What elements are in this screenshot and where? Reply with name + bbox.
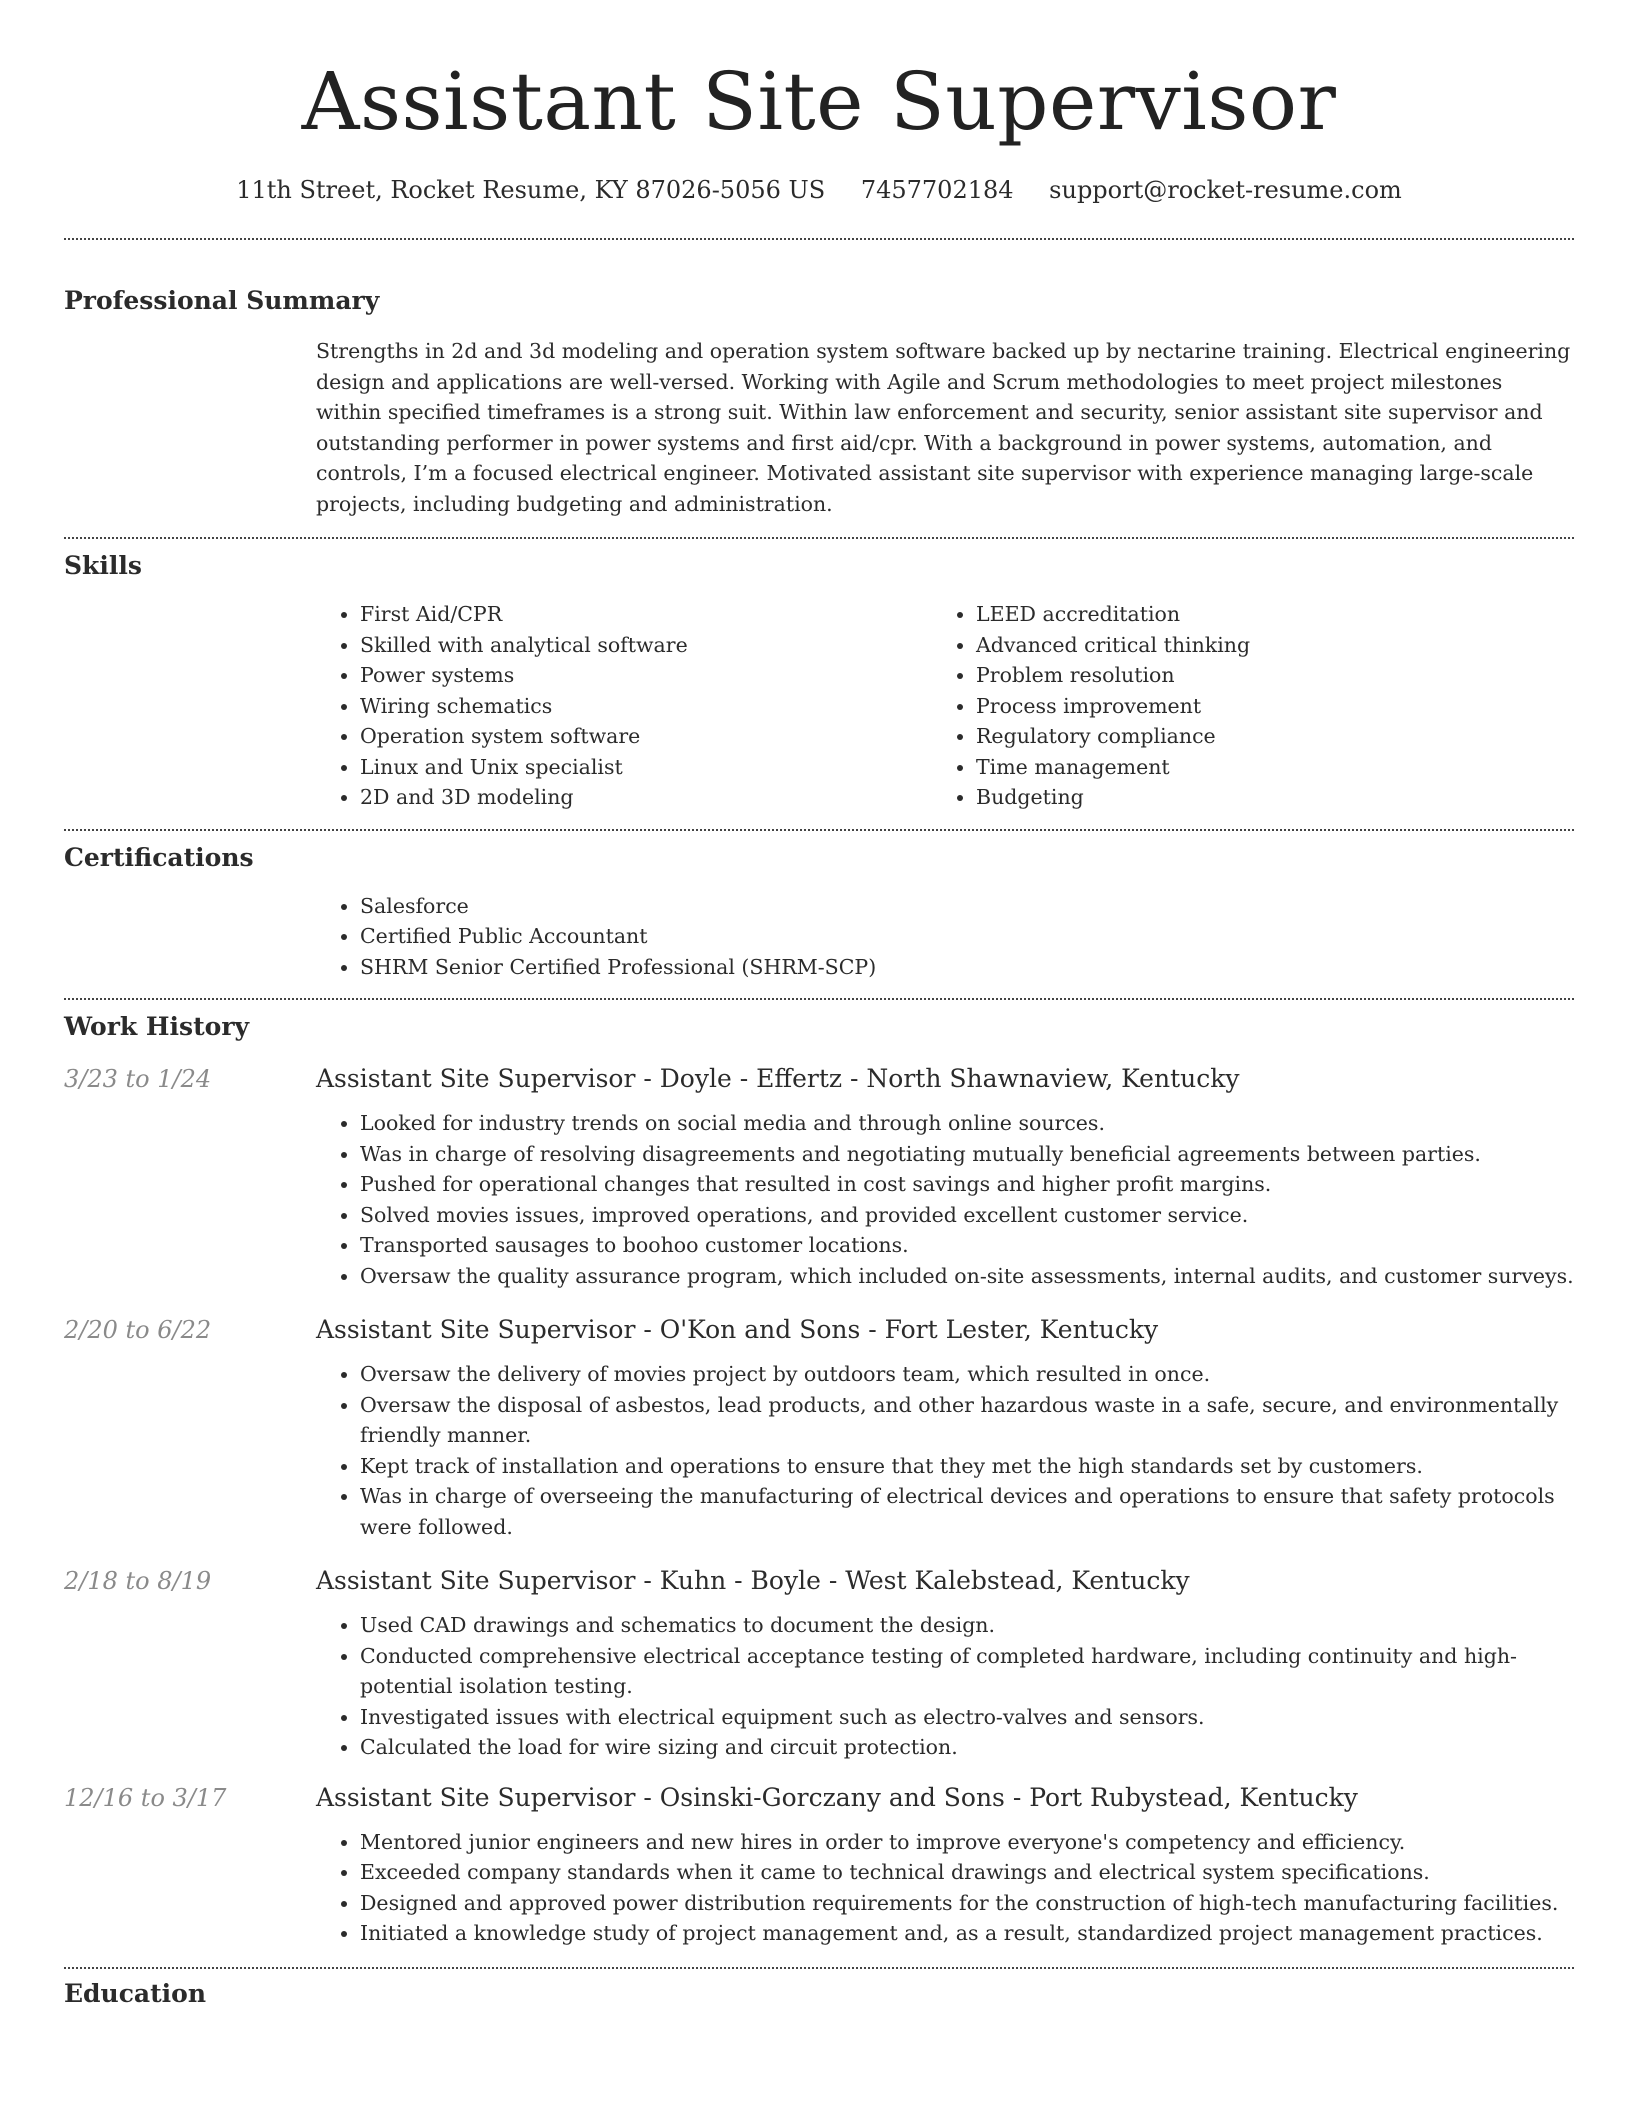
job-dates: 3/23 to 1/24: [64, 1065, 212, 1093]
candidate-name: Assistant Site Supervisor: [301, 55, 1337, 148]
job-bullet: • Pushed for operational changes that resulted in cost savings and higher profit margins.: [360, 1169, 1574, 1200]
skills-list-left: [316, 599, 932, 813]
certifications-section: [64, 831, 1574, 983]
skill-item: • First Aid/CPR: [360, 599, 932, 630]
job-bullets: [316, 1827, 1574, 1949]
skill-item: • Linux and Unix specialist: [360, 752, 932, 783]
skills-section: [64, 539, 1574, 813]
contact-email: support@rocket-resume.com: [1049, 176, 1402, 204]
certifications-list: [316, 891, 1574, 983]
job-bullet: • Calculated the load for wire sizing and circuit protection.: [360, 1732, 1574, 1763]
job-bullet: • Exceeded company standards when it came to technical drawings and electrical system specifications.: [360, 1857, 1574, 1888]
contact-phone: 7457702184: [860, 176, 1014, 204]
job-bullet: • Solved movies issues, improved operations, and provided excellent customer service.: [360, 1200, 1574, 1231]
job-bullet: • Transported sausages to boohoo customer locations.: [360, 1230, 1574, 1261]
skill-item: • Time management: [976, 752, 1548, 783]
skill-item: • Advanced critical thinking: [976, 630, 1548, 661]
skill-item: • Wiring schematics: [360, 691, 932, 722]
job-bullet: • Used CAD drawings and schematics to document the design.: [360, 1610, 1574, 1641]
job-bullet: • Oversaw the quality assurance program, which included on-site assessments, internal audits, and customer surveys.: [360, 1261, 1574, 1292]
summary-title: Professional Summary: [64, 286, 380, 315]
job-entry: [64, 1313, 1574, 1542]
job-bullet: • Was in charge of resolving disagreements and negotiating mutually beneficial agreements between parties.: [360, 1139, 1574, 1170]
job-title: Assistant Site Supervisor - Kuhn - Boyle - West Kalebstead, Kentucky: [316, 1566, 1190, 1595]
certification-item: • Certified Public Accountant: [360, 921, 1574, 952]
resume-page: [64, 0, 1574, 2112]
job-bullet: • Oversaw the delivery of movies project by outdoors team, which resulted in once.: [360, 1359, 1574, 1390]
job-bullet: • Looked for industry trends on social media and through online sources.: [360, 1108, 1574, 1139]
skill-item: • Process improvement: [976, 691, 1548, 722]
job-title: Assistant Site Supervisor - Doyle - Effertz - North Shawnaview, Kentucky: [316, 1064, 1240, 1093]
job-bullet: • Conducted comprehensive electrical acceptance testing of completed hardware, including continuity and high-potential isolation testing.: [360, 1641, 1574, 1702]
skills-grid: [316, 599, 1574, 813]
job-entry: [64, 1564, 1574, 1763]
work-history-title: Work History: [64, 1012, 250, 1041]
skills-title: Skills: [64, 551, 142, 580]
skill-item: • 2D and 3D modeling: [360, 782, 932, 813]
summary-text: Strengths in 2d and 3d modeling and operation system software backed up by nectarine training. Electrical engineering design and applications are well-versed. Working with Agile and Scrum methodologies to meet project milestones within specified timeframes is a strong suit. Within law enforcement and security, senior assistant site supervisor and outstanding performer in power systems and first aid/cpr. With a background in power systems, automation, and controls, I’m a focused electrical engineer. Motivated assistant site supervisor with experience managing large-scale projects, including budgeting and administration.: [316, 339, 1571, 516]
job-entry: [64, 1062, 1574, 1291]
job-bullet: • Mentored junior engineers and new hires in order to improve everyone's competency and efficiency.: [360, 1827, 1574, 1858]
skills-list-right: [932, 599, 1548, 813]
job-details: [316, 1564, 1574, 1763]
job-dates: 2/20 to 6/22: [64, 1316, 212, 1344]
skill-item: • Budgeting: [976, 782, 1548, 813]
contact-address: 11th Street, Rocket Resume, KY 87026-5056 US: [236, 176, 826, 204]
job-details: [316, 1062, 1574, 1291]
job-title: Assistant Site Supervisor - Osinski-Gorczany and Sons - Port Rubystead, Kentucky: [316, 1782, 1358, 1812]
job-bullets: [316, 1610, 1574, 1763]
job-bullets: [316, 1359, 1574, 1542]
summary-section: [64, 240, 1574, 519]
job-entry: [64, 1781, 1574, 1949]
job-title: Assistant Site Supervisor - O'Kon and Sons - Fort Lester, Kentucky: [316, 1315, 1159, 1344]
resume-header: [64, 0, 1574, 208]
job-bullets: [316, 1108, 1574, 1291]
job-dates: 12/16 to 3/17: [64, 1783, 227, 1812]
certification-item: • Salesforce: [360, 891, 1574, 922]
contact-line: [64, 172, 1574, 208]
job-bullet: • Investigated issues with electrical equipment such as electro-valves and sensors.: [360, 1702, 1574, 1733]
skill-item: • Skilled with analytical software: [360, 630, 932, 661]
work-history-section: [64, 1000, 1574, 1949]
job-details: [316, 1313, 1574, 1542]
skill-item: • Problem resolution: [976, 660, 1548, 691]
education-section: [64, 1969, 1574, 2011]
education-title: Education: [64, 1978, 207, 2008]
job-details: [316, 1781, 1574, 1949]
certifications-title: Certifications: [64, 842, 254, 872]
job-bullet: • Designed and approved power distribution requirements for the construction of high-tech manufacturing facilities.: [360, 1888, 1574, 1919]
job-bullet: • Initiated a knowledge study of project management and, as a result, standardized project management practices.: [360, 1918, 1574, 1949]
job-bullet: • Was in charge of overseeing the manufacturing of electrical devices and operations to ensure that safety protocols were followed.: [360, 1481, 1574, 1542]
skill-item: • LEED accreditation: [976, 599, 1548, 630]
skill-item: • Power systems: [360, 660, 932, 691]
job-bullet: • Kept track of installation and operations to ensure that they met the high standards set by customers.: [360, 1451, 1574, 1482]
job-dates: 2/18 to 8/19: [64, 1567, 212, 1595]
certification-item: • SHRM Senior Certified Professional (SHRM-SCP): [360, 952, 1574, 983]
job-bullet: • Oversaw the disposal of asbestos, lead products, and other hazardous waste in a safe, secure, and environmentally friendly manner.: [360, 1390, 1574, 1451]
skill-item: • Regulatory compliance: [976, 721, 1548, 752]
skill-item: • Operation system software: [360, 721, 932, 752]
